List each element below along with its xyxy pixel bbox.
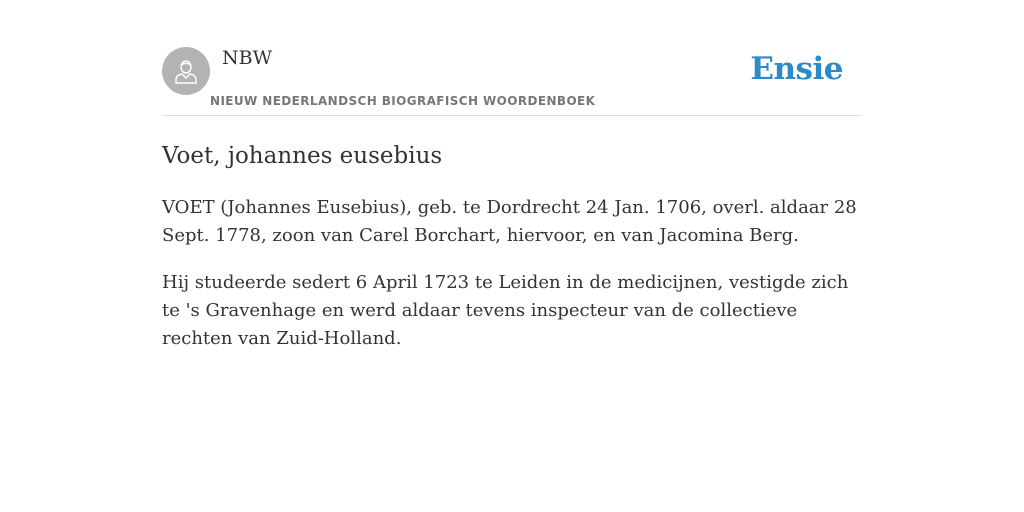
brand-logo[interactable]: Ensie: [750, 51, 843, 87]
article-body: [162, 194, 862, 353]
article-title: Voet, johannes eusebius: [162, 143, 443, 169]
article-paragraph: VOET (Johannes Eusebius), geb. te Dordrecht 24 Jan. 1706, overl. aldaar 28 Sept. 1778, zoon van Carel Borchart, hiervoor, en van Jacomina Berg.: [162, 197, 857, 246]
user-icon: [171, 56, 201, 86]
article-paragraph: Hij studeerde sedert 6 April 1723 te Leiden in de medicijnen, vestigde zich te 's Gravenhage en werd aldaar tevens inspecteur van de collectieve rechten van Zuid-Holland.: [162, 272, 849, 349]
page-container: [162, 0, 862, 372]
source-subtitle: NIEUW NEDERLANDSCH BIOGRAFISCH WOORDENBOEK: [210, 94, 596, 108]
source-name[interactable]: NBW: [222, 47, 273, 69]
avatar[interactable]: [162, 47, 210, 95]
source-header: [162, 0, 862, 116]
